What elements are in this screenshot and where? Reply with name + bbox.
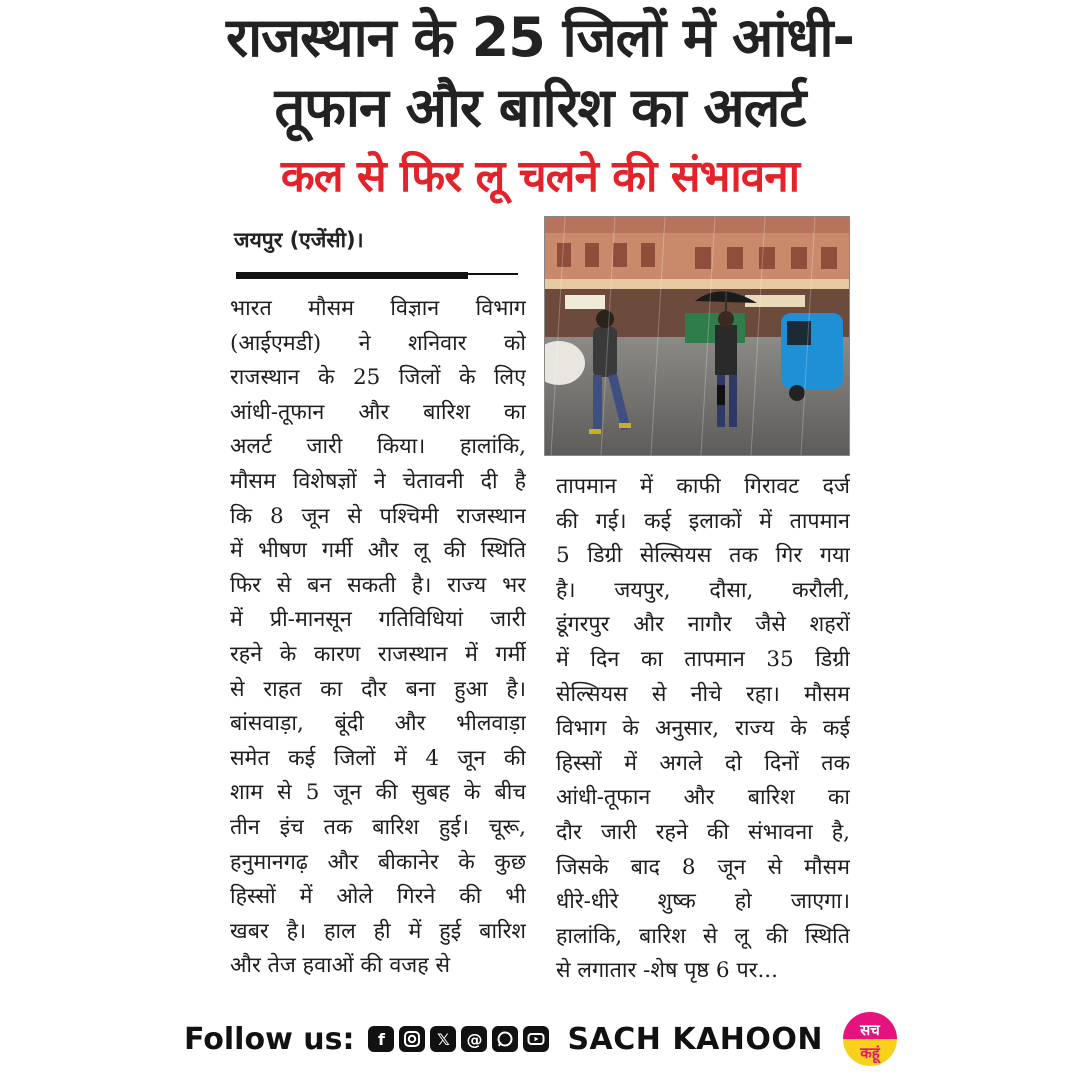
article-column-2	[556, 470, 850, 989]
youtube-icon[interactable]	[523, 1026, 549, 1052]
article-line: जिसके बाद 8 जून से मौसम	[556, 854, 850, 880]
subheadline: कल से फिर लू चलने की संभावना	[280, 151, 800, 202]
article-line: भारत मौसम विज्ञान विभाग	[230, 296, 526, 321]
threads-icon[interactable]: @	[461, 1026, 487, 1052]
follow-label: Follow us:	[184, 1021, 355, 1057]
article-line: रहने के कारण राजस्थान में गर्मी	[230, 641, 526, 667]
article-line: दौर जारी रहने की संभावना है,	[556, 819, 850, 845]
article-line: (आईएमडी) ने शनिवार को	[230, 330, 526, 356]
article-line: मौसम विशेषज्ञों ने चेतावनी दी है	[230, 468, 526, 494]
article-line: 5 डिग्री सेल्सियस तक गिर गया	[556, 543, 850, 569]
article-line: तापमान में काफी गिरावट दर्ज	[556, 474, 850, 499]
article-line: हिस्सों में ओले गिरने की भी	[230, 884, 526, 910]
footer-bar	[184, 1014, 924, 1064]
article-line: में दिन का तापमान 35 डिग्री	[556, 646, 850, 672]
article-line: फिर से बन सकती है। राज्य भर	[230, 572, 526, 598]
x-icon[interactable]: 𝕏	[430, 1026, 456, 1052]
article-line: कि 8 जून से पश्चिमी राजस्थान	[230, 503, 526, 529]
article-line: तीन इंच तक बारिश हुई। चूरू,	[230, 814, 526, 840]
whatsapp-icon[interactable]	[492, 1026, 518, 1052]
article-line: अलर्ट जारी किया। हालांकि,	[230, 434, 526, 460]
article-line: में भीषण गर्मी और लू की स्थिति	[230, 538, 526, 564]
brand-name: SACH KAHOON	[567, 1021, 824, 1057]
article-line: राजस्थान के 25 जिलों के लिए	[230, 365, 526, 391]
news-photo	[544, 216, 850, 456]
article-line: विभाग के अनुसार, राज्य के कई	[556, 716, 850, 742]
article-line: हनुमानगढ़ और बीकानेर के कुछ	[230, 849, 526, 875]
headline-line-1: राजस्थान के 25 जिलों में आंधी-	[226, 6, 854, 69]
logo-text-top: सच	[860, 1021, 880, 1039]
article-line: आंधी-तूफान और बारिश का	[230, 399, 526, 425]
article-line: आंधी-तूफान और बारिश का	[556, 785, 850, 811]
article-column-1	[230, 292, 526, 984]
article-line: समेत कई जिलों में 4 जून की	[230, 745, 526, 771]
article-line: सेल्सियस से नीचे रहा। मौसम	[556, 681, 850, 707]
headline-line-2: तूफान और बारिश का अलर्ट	[274, 76, 806, 139]
article-line: में प्री-मानसून गतिविधियां जारी	[230, 607, 526, 633]
article-line: है। जयपुर, दौसा, करौली,	[556, 577, 850, 603]
brand-logo-icon	[841, 1010, 899, 1068]
article-line: खबर है। हाल ही में हुई बारिश	[230, 918, 526, 944]
dateline: जयपुर (एजेंसी)।	[234, 228, 364, 252]
article-line: हिस्सों में अगले दो दिनों तक	[556, 750, 850, 776]
article-line: से राहत का दौर बना हुआ है।	[230, 676, 526, 702]
instagram-icon[interactable]	[399, 1026, 425, 1052]
article-line: डूंगरपुर और नागौर जैसे शहरों	[556, 612, 850, 638]
article-line: और तेज हवाओं की वजह से	[230, 953, 451, 979]
article-line: से लगातार -शेष पृष्ठ 6 पर...	[556, 958, 778, 984]
article-line: हालांकि, बारिश से लू की स्थिति	[556, 923, 850, 949]
divider-thick	[236, 272, 468, 279]
article-line: की गई। कई इलाकों में तापमान	[556, 508, 850, 534]
logo-text-bottom: कहूं	[860, 1044, 880, 1062]
article-line: बांसवाड़ा, बूंदी और भीलवाड़ा	[230, 711, 526, 737]
article-line: शाम से 5 जून की सुबह के बीच	[230, 780, 526, 806]
article-line: धीरे-धीरे शुष्क हो जाएगा।	[556, 889, 850, 915]
facebook-icon[interactable]: f	[368, 1026, 394, 1052]
social-icons	[368, 1026, 549, 1052]
